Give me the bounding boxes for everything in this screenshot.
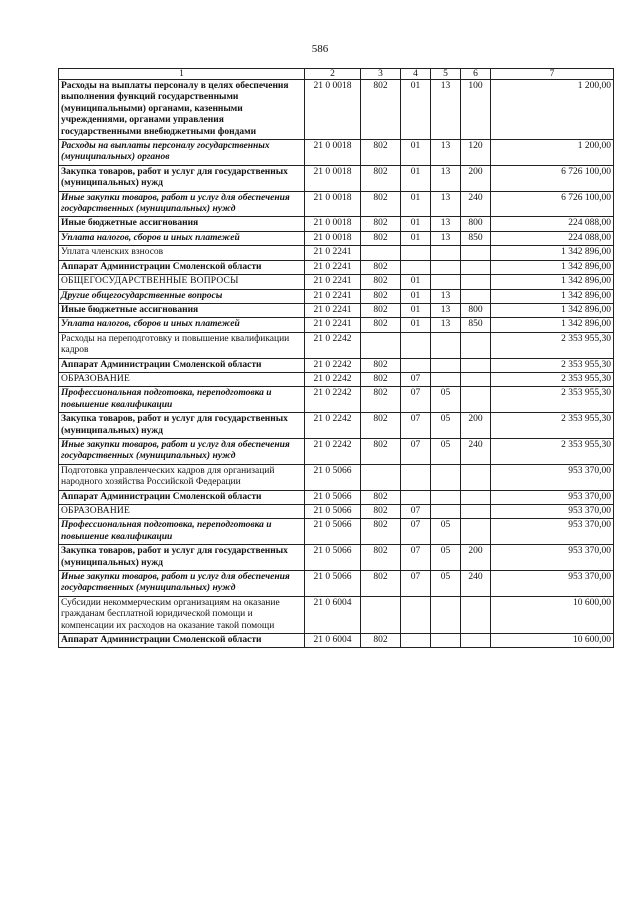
ministry-code-cell: 802 bbox=[361, 413, 401, 439]
section-code-cell: 07 bbox=[401, 372, 431, 386]
target-article-cell: 21 0 0018 bbox=[305, 80, 361, 140]
row-name-cell: Аппарат Администрации Смоленской области bbox=[59, 490, 305, 504]
row-name-cell: Расходы на переподготовку и повышение квалификации кадров bbox=[59, 332, 305, 358]
ministry-code-cell: 802 bbox=[361, 275, 401, 289]
table-row bbox=[59, 505, 614, 519]
ministry-code-cell bbox=[361, 464, 401, 490]
target-article-cell: 21 0 2241 bbox=[305, 246, 361, 260]
subsection-code-cell bbox=[431, 372, 461, 386]
header-cell: 3 bbox=[361, 69, 401, 80]
expense-type-cell bbox=[461, 634, 491, 648]
subsection-code-cell: 13 bbox=[431, 165, 461, 191]
subsection-code-cell: 13 bbox=[431, 191, 461, 217]
amount-cell: 1 200,00 bbox=[491, 140, 614, 166]
target-article-cell: 21 0 2242 bbox=[305, 438, 361, 464]
table-row bbox=[59, 571, 614, 597]
section-code-cell: 07 bbox=[401, 438, 431, 464]
expense-type-cell: 200 bbox=[461, 413, 491, 439]
header-cell: 7 bbox=[491, 69, 614, 80]
table-row bbox=[59, 413, 614, 439]
ministry-code-cell: 802 bbox=[361, 634, 401, 648]
table-row bbox=[59, 260, 614, 274]
target-article-cell: 21 0 2241 bbox=[305, 303, 361, 317]
section-code-cell: 07 bbox=[401, 505, 431, 519]
expense-type-cell: 200 bbox=[461, 545, 491, 571]
amount-cell: 224 088,00 bbox=[491, 217, 614, 231]
amount-cell: 2 353 955,30 bbox=[491, 358, 614, 372]
table-row bbox=[59, 231, 614, 245]
table-row bbox=[59, 596, 614, 633]
row-name-cell: Закупка товаров, работ и услуг для государственных (муниципальных) нужд bbox=[59, 545, 305, 571]
target-article-cell: 21 0 5066 bbox=[305, 505, 361, 519]
target-article-cell: 21 0 2242 bbox=[305, 358, 361, 372]
table-row bbox=[59, 358, 614, 372]
table-row bbox=[59, 191, 614, 217]
target-article-cell: 21 0 2242 bbox=[305, 372, 361, 386]
expense-type-cell: 800 bbox=[461, 303, 491, 317]
table-row bbox=[59, 519, 614, 545]
subsection-code-cell: 05 bbox=[431, 387, 461, 413]
amount-cell: 2 353 955,30 bbox=[491, 387, 614, 413]
expense-type-cell: 100 bbox=[461, 80, 491, 140]
table-row bbox=[59, 289, 614, 303]
target-article-cell: 21 0 6004 bbox=[305, 634, 361, 648]
subsection-code-cell bbox=[431, 275, 461, 289]
header-cell: 4 bbox=[401, 69, 431, 80]
table-row bbox=[59, 165, 614, 191]
subsection-code-cell: 05 bbox=[431, 519, 461, 545]
section-code-cell: 01 bbox=[401, 289, 431, 303]
table-row bbox=[59, 318, 614, 332]
expense-type-cell: 800 bbox=[461, 217, 491, 231]
subsection-code-cell bbox=[431, 634, 461, 648]
section-code-cell bbox=[401, 260, 431, 274]
table-row bbox=[59, 490, 614, 504]
subsection-code-cell bbox=[431, 464, 461, 490]
target-article-cell: 21 0 2242 bbox=[305, 332, 361, 358]
subsection-code-cell bbox=[431, 490, 461, 504]
table-row bbox=[59, 387, 614, 413]
target-article-cell: 21 0 0018 bbox=[305, 165, 361, 191]
amount-cell: 2 353 955,30 bbox=[491, 413, 614, 439]
section-code-cell: 07 bbox=[401, 413, 431, 439]
expense-type-cell bbox=[461, 464, 491, 490]
amount-cell: 1 342 896,00 bbox=[491, 246, 614, 260]
table-row bbox=[59, 246, 614, 260]
table-row bbox=[59, 464, 614, 490]
subsection-code-cell: 05 bbox=[431, 571, 461, 597]
section-code-cell bbox=[401, 464, 431, 490]
table-row bbox=[59, 438, 614, 464]
section-code-cell: 07 bbox=[401, 545, 431, 571]
ministry-code-cell: 802 bbox=[361, 289, 401, 303]
subsection-code-cell bbox=[431, 246, 461, 260]
amount-cell: 953 370,00 bbox=[491, 571, 614, 597]
section-code-cell: 01 bbox=[401, 191, 431, 217]
ministry-code-cell: 802 bbox=[361, 318, 401, 332]
expense-type-cell: 240 bbox=[461, 571, 491, 597]
section-code-cell: 01 bbox=[401, 231, 431, 245]
row-name-cell: ОБЩЕГОСУДАРСТВЕННЫЕ ВОПРОСЫ bbox=[59, 275, 305, 289]
ministry-code-cell: 802 bbox=[361, 438, 401, 464]
expense-type-cell bbox=[461, 332, 491, 358]
amount-cell: 2 353 955,30 bbox=[491, 332, 614, 358]
row-name-cell: Профессиональная подготовка, переподготовка и повышение квалификации bbox=[59, 519, 305, 545]
section-code-cell: 01 bbox=[401, 303, 431, 317]
expense-type-cell bbox=[461, 246, 491, 260]
section-code-cell: 01 bbox=[401, 165, 431, 191]
target-article-cell: 21 0 2241 bbox=[305, 289, 361, 303]
target-article-cell: 21 0 0018 bbox=[305, 217, 361, 231]
section-code-cell: 07 bbox=[401, 519, 431, 545]
row-name-cell: Уплата членских взносов bbox=[59, 246, 305, 260]
header-cell: 6 bbox=[461, 69, 491, 80]
target-article-cell: 21 0 6004 bbox=[305, 596, 361, 633]
expense-type-cell bbox=[461, 387, 491, 413]
ministry-code-cell: 802 bbox=[361, 387, 401, 413]
row-name-cell: Закупка товаров, работ и услуг для государственных (муниципальных) нужд bbox=[59, 413, 305, 439]
expense-type-cell bbox=[461, 596, 491, 633]
row-name-cell: Другие общегосударственные вопросы bbox=[59, 289, 305, 303]
expense-type-cell bbox=[461, 358, 491, 372]
amount-cell: 1 342 896,00 bbox=[491, 318, 614, 332]
section-code-cell: 01 bbox=[401, 140, 431, 166]
row-name-cell: Иные бюджетные ассигнования bbox=[59, 303, 305, 317]
subsection-code-cell: 13 bbox=[431, 289, 461, 303]
ministry-code-cell: 802 bbox=[361, 372, 401, 386]
row-name-cell: Профессиональная подготовка, переподготовка и повышение квалификации bbox=[59, 387, 305, 413]
ministry-code-cell: 802 bbox=[361, 545, 401, 571]
amount-cell: 953 370,00 bbox=[491, 464, 614, 490]
subsection-code-cell: 05 bbox=[431, 438, 461, 464]
row-name-cell: Уплата налогов, сборов и иных платежей bbox=[59, 318, 305, 332]
expense-type-cell bbox=[461, 260, 491, 274]
table-body bbox=[59, 69, 614, 648]
amount-cell: 2 353 955,30 bbox=[491, 372, 614, 386]
subsection-code-cell bbox=[431, 260, 461, 274]
subsection-code-cell: 13 bbox=[431, 231, 461, 245]
row-name-cell: Аппарат Администрации Смоленской области bbox=[59, 358, 305, 372]
ministry-code-cell bbox=[361, 332, 401, 358]
budget-table bbox=[58, 68, 614, 648]
ministry-code-cell: 802 bbox=[361, 490, 401, 504]
row-name-cell: Иные закупки товаров, работ и услуг для обеспечения государственных (муниципальных) нужд bbox=[59, 438, 305, 464]
expense-type-cell bbox=[461, 519, 491, 545]
expense-type-cell bbox=[461, 289, 491, 303]
target-article-cell: 21 0 2241 bbox=[305, 318, 361, 332]
table-row bbox=[59, 372, 614, 386]
row-name-cell: Иные закупки товаров, работ и услуг для обеспечения государственных (муниципальных) нужд bbox=[59, 191, 305, 217]
section-code-cell bbox=[401, 490, 431, 504]
section-code-cell bbox=[401, 358, 431, 372]
section-code-cell: 07 bbox=[401, 571, 431, 597]
table-row bbox=[59, 275, 614, 289]
expense-type-cell bbox=[461, 505, 491, 519]
row-name-cell: ОБРАЗОВАНИЕ bbox=[59, 505, 305, 519]
target-article-cell: 21 0 5066 bbox=[305, 490, 361, 504]
ministry-code-cell: 802 bbox=[361, 80, 401, 140]
ministry-code-cell: 802 bbox=[361, 505, 401, 519]
table-row bbox=[59, 303, 614, 317]
header-cell: 5 bbox=[431, 69, 461, 80]
header-cell: 2 bbox=[305, 69, 361, 80]
ministry-code-cell: 802 bbox=[361, 303, 401, 317]
target-article-cell: 21 0 0018 bbox=[305, 140, 361, 166]
row-name-cell: Подготовка управленческих кадров для организаций народного хозяйства Российской Федерации bbox=[59, 464, 305, 490]
ministry-code-cell: 802 bbox=[361, 519, 401, 545]
subsection-code-cell: 13 bbox=[431, 140, 461, 166]
target-article-cell: 21 0 0018 bbox=[305, 191, 361, 217]
ministry-code-cell: 802 bbox=[361, 260, 401, 274]
header-row bbox=[59, 69, 614, 80]
amount-cell: 1 342 896,00 bbox=[491, 303, 614, 317]
row-name-cell: Расходы на выплаты персоналу в целях обеспечения выполнения функций государственными (муниципальными) органами, казенными учреждениями, органами управления государственными внебюджетными фондами bbox=[59, 80, 305, 140]
amount-cell: 953 370,00 bbox=[491, 505, 614, 519]
row-name-cell: Расходы на выплаты персоналу государственных (муниципальных) органов bbox=[59, 140, 305, 166]
section-code-cell: 07 bbox=[401, 387, 431, 413]
target-article-cell: 21 0 5066 bbox=[305, 545, 361, 571]
expense-type-cell bbox=[461, 275, 491, 289]
row-name-cell: Иные бюджетные ассигнования bbox=[59, 217, 305, 231]
section-code-cell: 01 bbox=[401, 275, 431, 289]
target-article-cell: 21 0 2241 bbox=[305, 275, 361, 289]
table-row bbox=[59, 634, 614, 648]
target-article-cell: 21 0 0018 bbox=[305, 231, 361, 245]
ministry-code-cell: 802 bbox=[361, 217, 401, 231]
subsection-code-cell bbox=[431, 358, 461, 372]
amount-cell: 1 342 896,00 bbox=[491, 260, 614, 274]
row-name-cell: ОБРАЗОВАНИЕ bbox=[59, 372, 305, 386]
target-article-cell: 21 0 2241 bbox=[305, 260, 361, 274]
ministry-code-cell: 802 bbox=[361, 191, 401, 217]
table-row bbox=[59, 140, 614, 166]
amount-cell: 224 088,00 bbox=[491, 231, 614, 245]
section-code-cell bbox=[401, 596, 431, 633]
amount-cell: 953 370,00 bbox=[491, 519, 614, 545]
amount-cell: 10 600,00 bbox=[491, 634, 614, 648]
target-article-cell: 21 0 2242 bbox=[305, 413, 361, 439]
expense-type-cell: 120 bbox=[461, 140, 491, 166]
table-row bbox=[59, 80, 614, 140]
amount-cell: 2 353 955,30 bbox=[491, 438, 614, 464]
expense-type-cell: 850 bbox=[461, 318, 491, 332]
section-code-cell bbox=[401, 634, 431, 648]
ministry-code-cell: 802 bbox=[361, 231, 401, 245]
section-code-cell bbox=[401, 246, 431, 260]
ministry-code-cell: 802 bbox=[361, 165, 401, 191]
expense-type-cell bbox=[461, 372, 491, 386]
ministry-code-cell bbox=[361, 246, 401, 260]
amount-cell: 1 342 896,00 bbox=[491, 275, 614, 289]
amount-cell: 10 600,00 bbox=[491, 596, 614, 633]
amount-cell: 1 200,00 bbox=[491, 80, 614, 140]
section-code-cell: 01 bbox=[401, 80, 431, 140]
row-name-cell: Уплата налогов, сборов и иных платежей bbox=[59, 231, 305, 245]
section-code-cell: 01 bbox=[401, 217, 431, 231]
expense-type-cell bbox=[461, 490, 491, 504]
subsection-code-cell: 13 bbox=[431, 217, 461, 231]
row-name-cell: Аппарат Администрации Смоленской области bbox=[59, 260, 305, 274]
amount-cell: 6 726 100,00 bbox=[491, 165, 614, 191]
expense-type-cell: 850 bbox=[461, 231, 491, 245]
row-name-cell: Аппарат Администрации Смоленской области bbox=[59, 634, 305, 648]
row-name-cell: Иные закупки товаров, работ и услуг для обеспечения государственных (муниципальных) нужд bbox=[59, 571, 305, 597]
amount-cell: 1 342 896,00 bbox=[491, 289, 614, 303]
ministry-code-cell: 802 bbox=[361, 571, 401, 597]
subsection-code-cell: 13 bbox=[431, 80, 461, 140]
subsection-code-cell bbox=[431, 596, 461, 633]
target-article-cell: 21 0 5066 bbox=[305, 464, 361, 490]
target-article-cell: 21 0 2242 bbox=[305, 387, 361, 413]
amount-cell: 953 370,00 bbox=[491, 490, 614, 504]
ministry-code-cell bbox=[361, 596, 401, 633]
row-name-cell: Субсидии некоммерческим организациям на оказание гражданам бесплатной юридической помощи и компенсации их расходов на оказание такой помощи bbox=[59, 596, 305, 633]
expense-type-cell: 240 bbox=[461, 438, 491, 464]
section-code-cell: 01 bbox=[401, 318, 431, 332]
amount-cell: 953 370,00 bbox=[491, 545, 614, 571]
ministry-code-cell: 802 bbox=[361, 140, 401, 166]
subsection-code-cell: 13 bbox=[431, 303, 461, 317]
expense-type-cell: 240 bbox=[461, 191, 491, 217]
row-name-cell: Закупка товаров, работ и услуг для государственных (муниципальных) нужд bbox=[59, 165, 305, 191]
expense-type-cell: 200 bbox=[461, 165, 491, 191]
target-article-cell: 21 0 5066 bbox=[305, 571, 361, 597]
amount-cell: 6 726 100,00 bbox=[491, 191, 614, 217]
section-code-cell bbox=[401, 332, 431, 358]
table-row bbox=[59, 332, 614, 358]
subsection-code-cell bbox=[431, 505, 461, 519]
ministry-code-cell: 802 bbox=[361, 358, 401, 372]
subsection-code-cell: 13 bbox=[431, 318, 461, 332]
table-row bbox=[59, 545, 614, 571]
table-row bbox=[59, 217, 614, 231]
target-article-cell: 21 0 5066 bbox=[305, 519, 361, 545]
subsection-code-cell: 05 bbox=[431, 545, 461, 571]
page-number: 586 bbox=[311, 43, 329, 55]
subsection-code-cell bbox=[431, 332, 461, 358]
header-cell: 1 bbox=[59, 69, 305, 80]
subsection-code-cell: 05 bbox=[431, 413, 461, 439]
